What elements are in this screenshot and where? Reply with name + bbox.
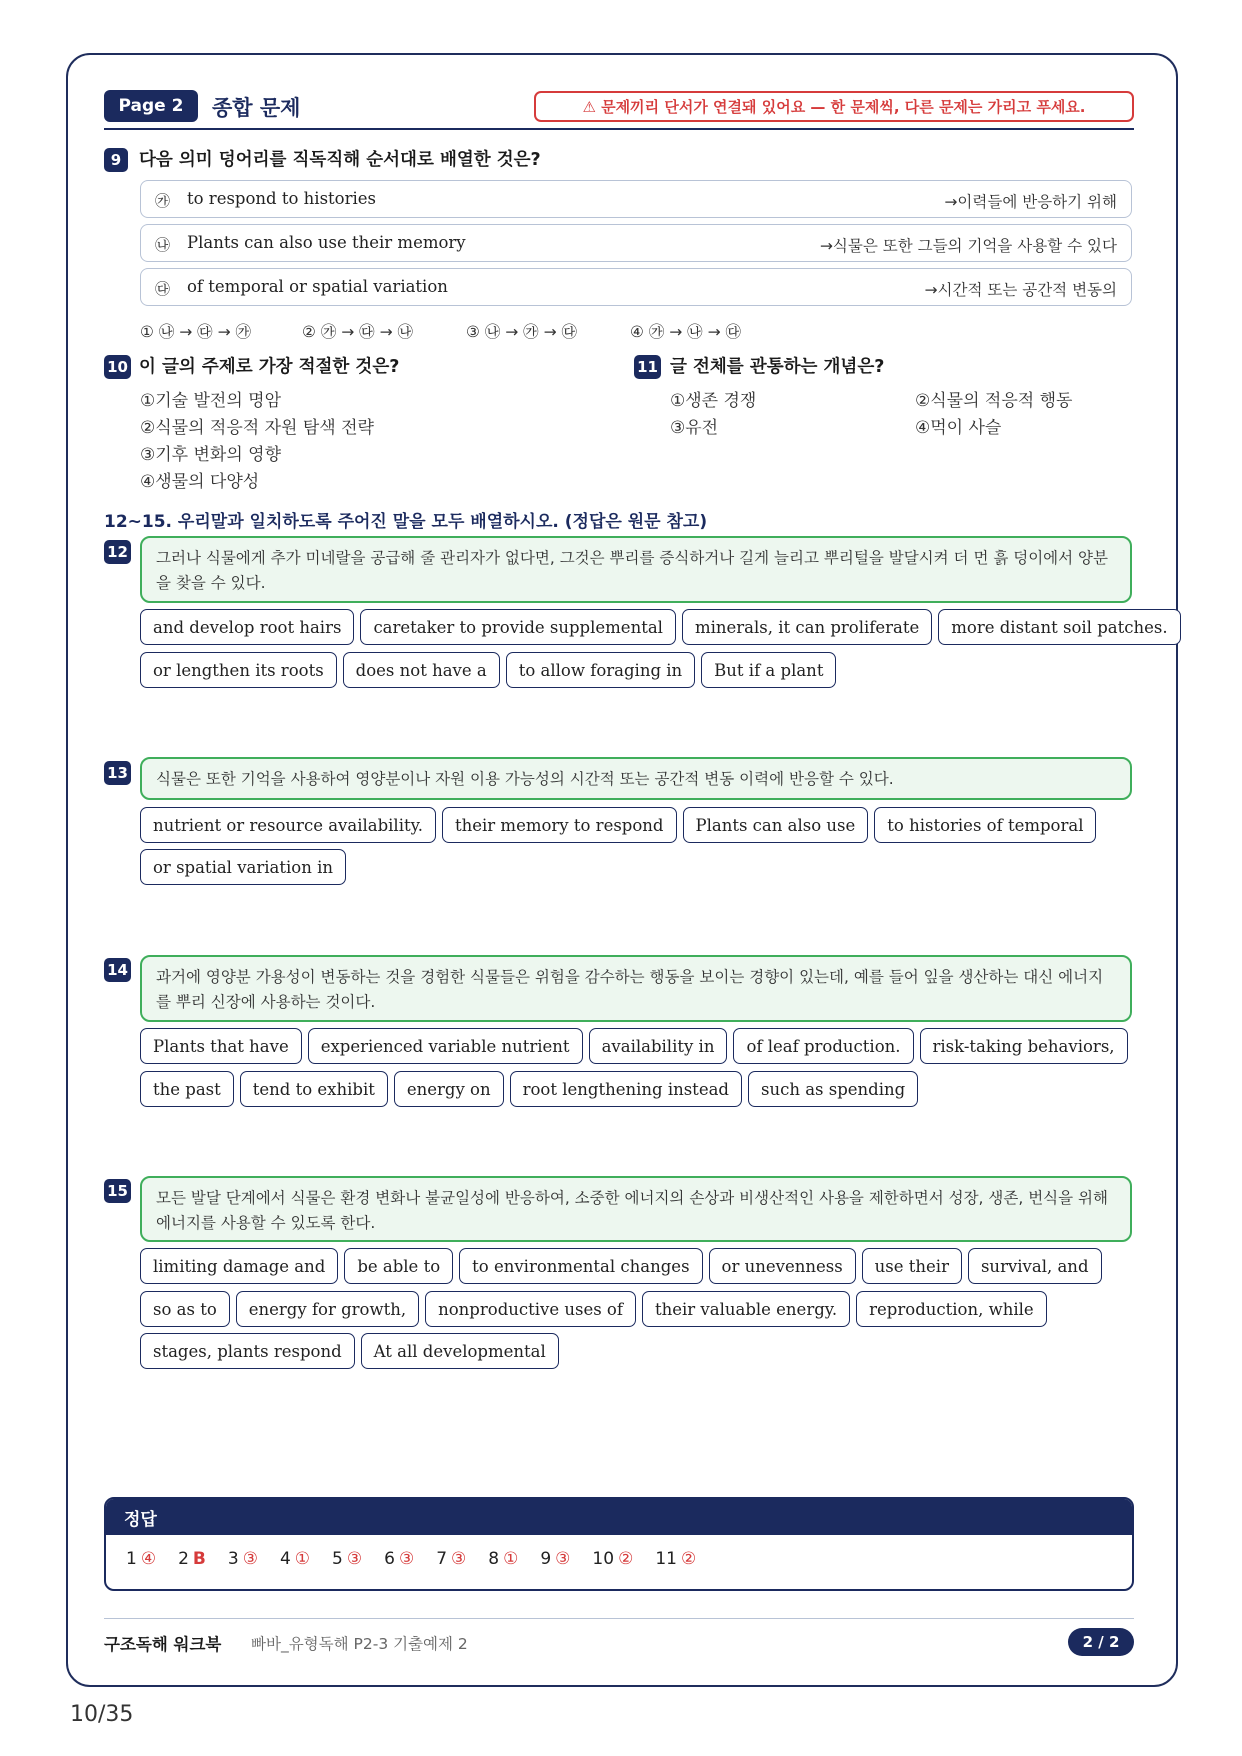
q12-chip-row-2 (140, 652, 836, 688)
q9-option-1[interactable]: ① ㉯ → ㉰ → ㉮ (140, 323, 252, 341)
answer-item: 1 ④ (126, 1549, 157, 1569)
question-number-11: 11 (634, 355, 661, 379)
word-chip[interactable]: minerals, it can proliferate (682, 609, 932, 645)
workbook-title: 구조독해 워크북 (104, 1635, 222, 1654)
word-chip[interactable]: nonproductive uses of (425, 1291, 636, 1327)
q15-korean-sentence: 모든 발달 단계에서 식물은 환경 변화나 불균일성에 반응하여, 소중한 에너지의 손상과 비생산적인 사용을 제한하면서 성장, 생존, 번식을 위해 에너지를 사용할 수 있도록 한다. (140, 1176, 1132, 1242)
chunk-english: of temporal or spatial variation (187, 277, 448, 296)
q10-option-3[interactable]: ③기후 변화의 영향 (140, 445, 282, 465)
answer-item: 5 ③ (332, 1549, 363, 1569)
word-chip[interactable]: the past (140, 1071, 234, 1107)
q9-option-2[interactable]: ② ㉮ → ㉰ → ㉯ (302, 323, 414, 341)
word-chip[interactable]: or lengthen its roots (140, 652, 337, 688)
answer-item: 4 ① (279, 1549, 311, 1569)
chunk-item-ga (140, 180, 1132, 218)
word-chip[interactable]: be able to (344, 1248, 453, 1284)
answer-item: 6 ③ (384, 1549, 415, 1569)
q10-option-2[interactable]: ②식물의 적응적 자원 탐색 전략 (140, 418, 374, 438)
q11-option-1[interactable]: ①생존 경쟁 (670, 391, 757, 411)
word-chip[interactable]: reproduction, while (856, 1291, 1047, 1327)
word-chip[interactable]: so as to (140, 1291, 230, 1327)
chunk-english: to respond to histories (187, 189, 377, 208)
answer-item: 11 ② (655, 1549, 697, 1569)
workbook-subtitle: 빠바_유형독해 P2-3 기출예제 2 (251, 1635, 468, 1653)
q15-chip-row-3 (140, 1333, 559, 1369)
q11-option-3[interactable]: ③유전 (670, 418, 719, 438)
chunk-korean: →이력들에 반응하기 위해 (944, 193, 1117, 211)
chunk-mark: ㉰ (155, 280, 171, 298)
word-chip[interactable]: and develop root hairs (140, 609, 354, 645)
question-number-9: 9 (104, 148, 128, 172)
q15-chip-row-1 (140, 1248, 1102, 1284)
q12-korean-sentence: 그러나 식물에게 추가 미네랄을 공급해 줄 관리자가 없다면, 그것은 뿌리를 증식하거나 길게 늘리고 뿌리털을 발달시켜 더 먼 흙 덩이에서 양분을 찾을 수 있다. (140, 536, 1132, 603)
question-number-10: 10 (104, 355, 131, 379)
word-chip[interactable]: root lengthening instead (510, 1071, 742, 1107)
page-indicator: 2 / 2 (1068, 1628, 1134, 1656)
warning-notice: ⚠ 문제끼리 단서가 연결돼 있어요 — 한 문제씩, 다른 문제는 가리고 푸세요. (534, 91, 1134, 122)
q13-korean-sentence: 식물은 또한 기억을 사용하여 영양분이나 자원 이용 가능성의 시간적 또는 공간적 변동 이력에 반응할 수 있다. (140, 757, 1132, 800)
word-chip[interactable]: Plants can also use (683, 807, 869, 843)
answer-item: 8 ① (488, 1549, 519, 1569)
chunk-english: Plants can also use their memory (187, 233, 466, 252)
chunk-mark: ㉯ (155, 236, 171, 254)
q10-option-1[interactable]: ①기술 발전의 명암 (140, 391, 282, 411)
word-chip[interactable]: caretaker to provide supplemental (360, 609, 676, 645)
word-chip[interactable]: experienced variable nutrient (308, 1028, 583, 1064)
word-chip[interactable]: to allow foraging in (506, 652, 695, 688)
q13-chip-row-1 (140, 807, 1096, 843)
word-chip[interactable]: more distant soil patches. (938, 609, 1180, 645)
question-10-text: 이 글의 주제로 가장 적절한 것은? (139, 357, 400, 377)
header-divider (104, 128, 1134, 130)
q9-option-3[interactable]: ③ ㉯ → ㉮ → ㉰ (466, 323, 578, 341)
word-chip[interactable]: such as spending (748, 1071, 918, 1107)
answer-key-title: 정답 (106, 1499, 1132, 1535)
word-chip[interactable]: of leaf production. (733, 1028, 913, 1064)
answer-item: 7 ③ (436, 1549, 467, 1569)
answer-key (104, 1497, 1134, 1591)
word-chip[interactable]: energy for growth, (236, 1291, 419, 1327)
q13-chip-row-2 (140, 849, 346, 885)
q14-korean-sentence: 과거에 영양분 가용성이 변동하는 것을 경험한 식물들은 위험을 감수하는 행동을 보이는 경향이 있는데, 예를 들어 잎을 생산하는 대신 에너지를 뿌리 신장에 사용하는 것이다. (140, 955, 1132, 1022)
chunk-item-da (140, 268, 1132, 306)
word-chip[interactable]: energy on (394, 1071, 504, 1107)
chunk-korean: →식물은 또한 그들의 기억을 사용할 수 있다 (819, 237, 1117, 255)
word-chip[interactable]: or spatial variation in (140, 849, 346, 885)
word-chip[interactable]: Plants that have (140, 1028, 302, 1064)
q15-chip-row-2 (140, 1291, 1047, 1327)
word-chip[interactable]: or unevenness (709, 1248, 856, 1284)
q14-chip-row-1 (140, 1028, 1128, 1064)
word-chip[interactable]: risk-taking behaviors, (920, 1028, 1128, 1064)
page-badge: Page 2 (104, 90, 198, 122)
chunk-item-na (140, 224, 1132, 262)
word-chip[interactable]: tend to exhibit (240, 1071, 388, 1107)
chunk-mark: ㉮ (155, 192, 171, 210)
footer-divider (104, 1618, 1134, 1619)
word-chip[interactable]: But if a plant (701, 652, 836, 688)
chunk-korean: →시간적 또는 공간적 변동의 (924, 281, 1117, 299)
word-chip[interactable]: their valuable energy. (642, 1291, 850, 1327)
word-chip[interactable]: limiting damage and (140, 1248, 338, 1284)
word-chip[interactable]: does not have a (343, 652, 500, 688)
word-chip[interactable]: stages, plants respond (140, 1333, 355, 1369)
question-number-12: 12 (104, 540, 131, 564)
section-title: 12~15. 우리말과 일치하도록 주어진 말을 모두 배열하시오. (정답은 원문 참고) (104, 512, 708, 532)
word-chip[interactable]: nutrient or resource availability. (140, 807, 436, 843)
answer-item: 10 ② (592, 1549, 634, 1569)
q12-chip-row-1 (140, 609, 1181, 645)
q11-option-2[interactable]: ②식물의 적응적 행동 (915, 391, 1073, 411)
word-chip[interactable]: their memory to respond (442, 807, 677, 843)
document-page-number: 10/35 (70, 1702, 134, 1727)
word-chip[interactable]: At all developmental (361, 1333, 559, 1369)
q14-chip-row-2 (140, 1071, 918, 1107)
question-number-14: 14 (104, 958, 131, 982)
word-chip[interactable]: availability in (589, 1028, 728, 1064)
answer-list (106, 1535, 1132, 1569)
answer-item: 3 ③ (227, 1549, 258, 1569)
answer-item: 9 ③ (540, 1549, 571, 1569)
question-number-15: 15 (104, 1179, 131, 1203)
question-11-text: 글 전체를 관통하는 개념은? (670, 357, 885, 377)
word-chip[interactable]: use their (862, 1248, 962, 1284)
word-chip[interactable]: to environmental changes (459, 1248, 702, 1284)
page-title: 종합 문제 (212, 96, 301, 120)
q11-option-4[interactable]: ④먹이 사슬 (915, 418, 1002, 438)
word-chip[interactable]: to histories of temporal (874, 807, 1096, 843)
question-9-text: 다음 의미 덩어리를 직독직해 순서대로 배열한 것은? (139, 150, 541, 170)
q10-option-4[interactable]: ④생물의 다양성 (140, 472, 260, 492)
word-chip[interactable]: survival, and (968, 1248, 1102, 1284)
q9-option-4[interactable]: ④ ㉮ → ㉯ → ㉰ (630, 323, 742, 341)
question-number-13: 13 (104, 761, 131, 785)
answer-item: 2 B (178, 1549, 206, 1569)
